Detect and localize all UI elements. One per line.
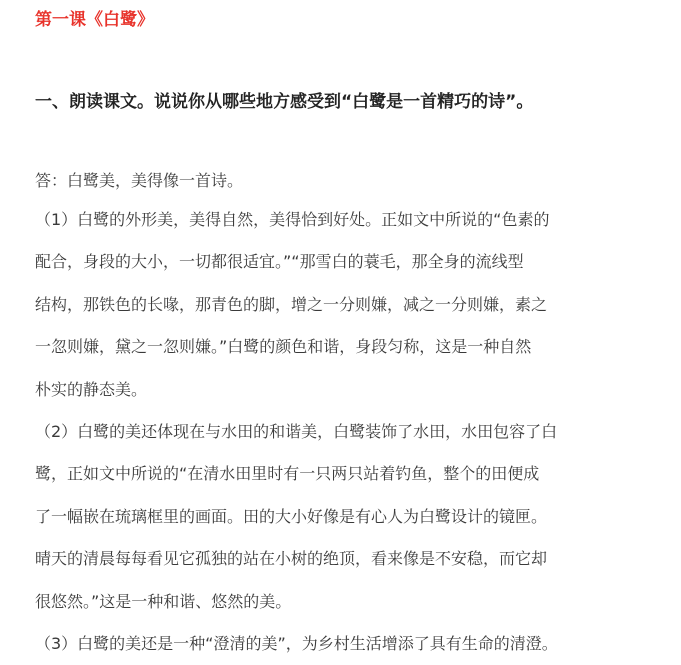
paragraph-line: 很悠然。”这是一种和谐、悠然的美。 <box>35 591 292 611</box>
paragraph-line: 结构，那铁色的长喙，那青色的脚，增之一分则嫌，减之一分则嫌，素之 <box>35 294 548 314</box>
question-heading: 一、朗读课文。说说你从哪些地方感受到“白鹭是一首精巧的诗”。 <box>35 92 534 112</box>
paragraph-line: 一忽则嫌，黛之一忽则嫌。”白鹭的颜色和谐，身段匀称，这是一种自然 <box>35 337 532 357</box>
paragraph-line: （3）白鹭的美还是一种“澄清的美”，为乡村生活增添了具有生命的清澄。 <box>35 634 558 653</box>
paragraph-line: 鹭，正如文中所说的“在清水田里时有一只两只站着钓鱼，整个的田便成 <box>35 464 540 484</box>
paragraph-line: （2）白鹭的美还体现在与水田的和谐美，白鹭装饰了水田，水田包容了白 <box>35 422 558 441</box>
paragraph-line: 朴实的静态美。 <box>35 379 148 399</box>
paragraph-line: （1）白鹭的外形美，美得自然，美得恰到好处。正如文中所说的“色素的 <box>35 210 550 229</box>
paragraph-line: 晴天的清晨每每看见它孤独的站在小树的绝顶，看来像是不安稳，而它却 <box>35 549 548 569</box>
paragraph-line: 了一幅嵌在琉璃框里的画面。田的大小好像是有心人为白鹭设计的镜匣。 <box>35 506 548 526</box>
paragraph-line: 配合，身段的大小，一切都很适宜。”“那雪白的蓑毛，那全身的流线型 <box>35 252 524 272</box>
answer-paragraph-2 <box>35 411 557 623</box>
answer-paragraph-3 <box>35 623 558 665</box>
answer-intro: 答：白鹭美，美得像一首诗。 <box>35 171 244 190</box>
lesson-title: 第一课《白鹭》 <box>35 10 154 30</box>
answer-paragraph-1 <box>35 199 549 411</box>
